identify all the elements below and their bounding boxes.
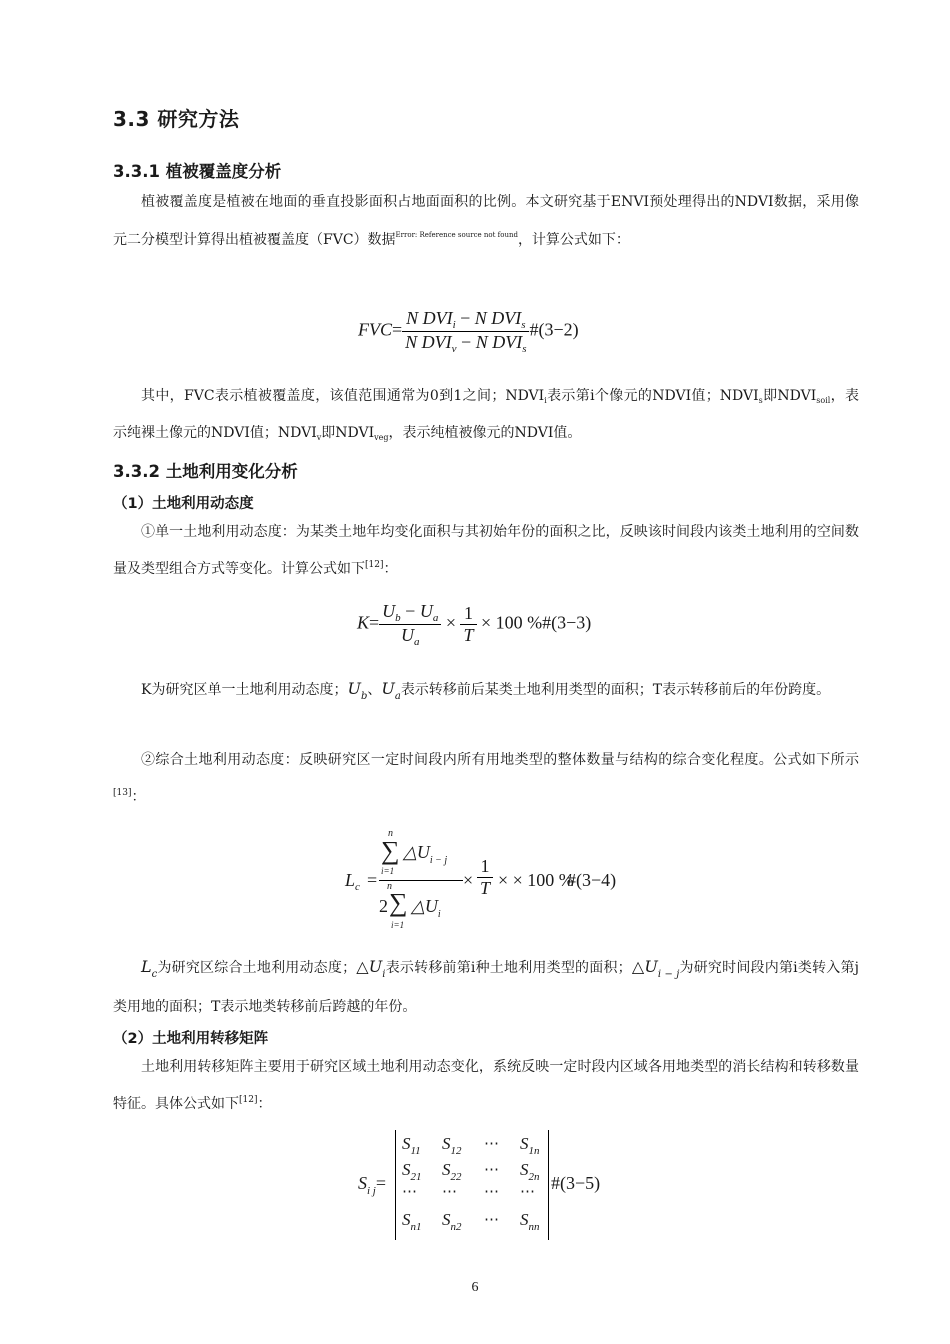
item-heading-dynamic-degree: （1）土地利用动态度	[113, 496, 254, 512]
eq-lc-fraction: n ∑ i=1 $\triangle U_{i - j}$ n 2 ∑ i=1 $\triangle U_i$	[381, 830, 465, 934]
equation-k: K= $\frac{U_b - U_a}{U_a}$ × $\frac{1}{T}$ × 100 %#(3−3)	[357, 601, 592, 648]
subsection-heading-vegetation: 3.3.1 植被覆盖度分析	[113, 162, 282, 181]
matrix-cell: ⋯	[442, 1184, 457, 1200]
citation-12[interactable]: [12]	[239, 1095, 258, 1105]
matrix-cell: $S_{12}$	[442, 1134, 462, 1157]
text: ，计算公式如下：	[517, 232, 630, 248]
equation-matrix-lhs: $S_{i j}=$	[358, 1173, 387, 1197]
page-number: 6	[471, 1280, 479, 1295]
equation-tag: #(3−2)	[529, 319, 579, 340]
equation-tag: #(3−3)	[542, 612, 592, 633]
matrix-cell: $S_{22}$	[442, 1160, 462, 1183]
paragraph-k-explanation: K为研究区单一土地利用动态度；$U_b$、$U_a$表示转移前后某类土地利用类型的面积；T表示转移前后的年份跨度。	[141, 679, 831, 702]
equation-tag: #(3−4)	[567, 870, 617, 890]
transfer-matrix	[395, 1130, 549, 1240]
citation-12[interactable]: [12]	[365, 560, 384, 570]
paragraph-single-dynamic: ①单一土地利用动态度：为某类土地年均变化面积与其初始年份的面积之比，反映该时间段内该类土地利用的空间数量及类型组合方式等变化。计算公式如下[12]：	[113, 524, 859, 577]
eq-fraction: $\frac{N DVI_i - N DVI_s}{N DVI_v - N DVI_s}$	[402, 308, 529, 355]
text: 植被覆盖度是植被在地面的垂直投影面积占地面面积的比例。本文研究基于ENVI预处理得出的NDVI数据，采用像元二分模型计算得出植被覆盖度（FVC）数据	[113, 194, 859, 248]
matrix-cell: $S_{1n}$	[520, 1134, 540, 1157]
reference-error-note[interactable]: Error: Reference source not found	[395, 231, 518, 239]
equation-lc: $L_c$ = n ∑ i=1 $\triangle U_{i - j}$ n 2 ∑ i=1 $\triangle U_i$ × $\frac{1}{T}$ × × 100 % #(3−4)	[345, 830, 645, 934]
equation-fvc: FVC= $\frac{N DVI_i - N DVI_s}{N DVI_v - N DVI_s}$ #(3−2)	[358, 308, 579, 355]
section-heading: 3.3 研究方法	[113, 107, 240, 131]
paragraph-fvc-explanation: 其中，FVC表示植被覆盖度，该值范围通常为0到1之间；$NDVI_i$表示第i个像元的NDVI值；$NDVI_s$即$NDVI_{soil}$，表示纯裸土像元的NDVI值；$NDVI_v$即$NDVI_{veg}$，表示纯植被像元的NDVI值。	[113, 388, 860, 442]
matrix-cell: $S_{n1}$	[402, 1210, 422, 1233]
matrix-cell: $S_{nn}$	[520, 1210, 540, 1233]
matrix-cell: $S_{11}$	[402, 1134, 421, 1157]
eq-lhs: FVC	[358, 319, 392, 340]
matrix-cell: ⋯	[520, 1184, 535, 1200]
matrix-cell: ⋯	[484, 1212, 499, 1228]
matrix-cell: $S_{n2}$	[442, 1210, 462, 1233]
matrix-cell: ⋯	[484, 1136, 499, 1152]
matrix-cell: ⋯	[484, 1184, 499, 1200]
paragraph-vegetation-intro	[113, 186, 859, 257]
matrix-cell: $S_{21}$	[402, 1160, 422, 1183]
item-heading-transfer-matrix: （2）土地利用转移矩阵	[113, 1031, 269, 1047]
paragraph-transfer-matrix: 土地利用转移矩阵主要用于研究区域土地利用动态变化，系统反映一定时段内区域各用地类型的消长结构和转移数量特征。具体公式如下[12]：	[113, 1059, 859, 1112]
equation-tag: #(3−5)	[551, 1173, 601, 1193]
citation-13[interactable]: [13]	[113, 788, 132, 798]
matrix-cell: $S_{2n}$	[520, 1160, 540, 1183]
paragraph-comprehensive-dynamic: ②综合土地利用动态度：反映研究区一定时间段内所有用地类型的整体数量与结构的综合变化程度。公式如下所示[13]：	[113, 752, 859, 805]
matrix-cell: ⋯	[484, 1162, 499, 1178]
matrix-cell: ⋯	[402, 1184, 417, 1200]
paragraph-lc-explanation: $L_c$为研究区综合土地利用动态度；$\triangle U_i$表示转移前第i种土地利用类型的面积；$\triangle U_{i - j}$为研究时间段内第i类转入第j类用地的面积；T表示地类转移前后跨越的年份。	[113, 957, 859, 1015]
subsection-heading-landuse: 3.3.2 土地利用变化分析	[113, 462, 298, 481]
